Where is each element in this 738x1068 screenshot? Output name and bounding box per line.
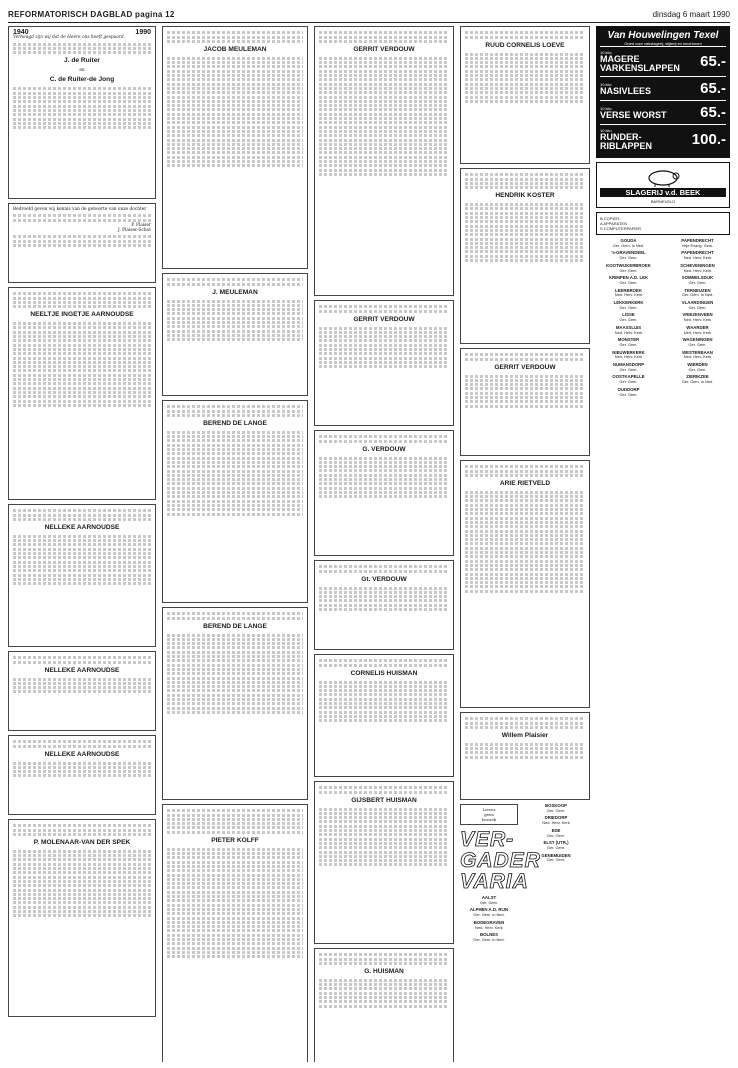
newspaper-title: REFORMATORISCH DAGBLAD pagina 12	[8, 10, 175, 19]
church-services	[596, 239, 730, 400]
church-entry: ZIERIKZEE Ger. Gem. in Ned.	[681, 374, 714, 385]
church-entry: LISSE Ger. Gem.	[619, 312, 638, 323]
column-2	[162, 26, 308, 1062]
ad-title: Van Houwelingen Texel	[607, 30, 719, 41]
deceased-name: CORNELIS HUISMAN	[350, 669, 418, 677]
deceased-name: GERRIT VERDOUW	[494, 363, 556, 371]
church-entry: LEKKERKERK Ger. Gem.	[613, 300, 644, 310]
parent-names: P. Plaiser J. Plaiser-Schot	[117, 222, 151, 234]
ad-offer: 10 kilo RUNDER- RIBLAPPEN 100.-	[600, 124, 726, 154]
deceased-name: ARIE RIETVELD	[499, 479, 551, 487]
announcement-death	[460, 26, 590, 164]
church-entry: SOMMELSDIJK Ger. Gem.	[681, 275, 714, 285]
deceased-name: G. HUISMAN	[364, 967, 404, 975]
deceased-name: NELLEKE AARNOUDSE	[44, 523, 120, 531]
column-5	[596, 26, 730, 1062]
church-entry: SCHEVENINGEN Ned. Herv. Kerk	[680, 262, 715, 273]
deceased-name: Willem Plaisier	[501, 731, 549, 739]
announcement-death	[460, 460, 590, 708]
butcher-advertisement	[596, 26, 730, 158]
announcement-death	[162, 400, 308, 603]
ad-subtitle: Goed voor vakslagerij, slijterij en lunchroom	[624, 41, 702, 46]
church-entry: OOSTKAPELLE Ger. Gem.	[612, 374, 645, 385]
section-title-vergader-varia: VER- GADER VARIA	[460, 828, 541, 893]
announcement-death	[460, 712, 590, 800]
deceased-name: HENDRIK KOSTER	[495, 192, 555, 200]
church-entry: GOUDA Ger. Gem. in Ned.	[612, 238, 645, 248]
announcement-death	[162, 607, 308, 800]
announcement-death	[8, 819, 156, 1017]
church-entry: KRIMPEN A.D. LEK Ger. Gem.	[608, 275, 649, 285]
church-entry: KOOTWIJKERBROEK Ger. Gem.	[606, 262, 651, 273]
church-entry: MONSTER Ger. Gem.	[617, 337, 640, 347]
deceased-name: P. MOLENAAR-VAN DER SPEK	[33, 838, 131, 846]
year-start: 1940	[13, 29, 29, 36]
deceased-name: GIJSBERT HUISMAN	[351, 796, 417, 804]
pig-icon	[600, 166, 726, 188]
church-entry: NUMANSDORP Ger. Gem.	[612, 362, 645, 372]
church-list-mid: BOSKOOP Ger. Gem. DRIEDORP Ned. Herv. Kerk EDE Ger. Gem. ELST (UTR.) Ger. Gem. GENEMUIDEN Ger. Gem.	[541, 803, 571, 863]
announcement-death	[8, 651, 156, 731]
church-entry: NIEUWERKERK Ned. Herv. Kerk	[612, 349, 645, 360]
announcement-death	[460, 348, 590, 456]
announcement-death	[314, 430, 454, 556]
no-visit-notice: Liever geen bezoek	[460, 804, 518, 825]
butcher-logo-ad	[596, 162, 730, 208]
announcement-death	[162, 804, 308, 1062]
ad-offer: 10 kilo MAGERE VARKENSLAPPEN 65.-	[600, 46, 726, 76]
butcher-town: BARNEVELD	[650, 199, 676, 204]
church-entry: LEERBROEK Ned. Herv. Kerk	[614, 287, 643, 298]
deceased-name: BEREND DE LANGE	[203, 622, 267, 630]
butcher-name: SLAGERIJ v.d. BEEK	[600, 188, 726, 197]
announcement-death	[314, 781, 454, 944]
church-entry: VLAARDINGEN Ger. Gem.	[681, 300, 714, 310]
deceased-name: NELLEKE AARNOUDSE	[44, 750, 120, 758]
page-date: dinsdag 6 maart 1990	[652, 10, 730, 19]
announcement-death	[314, 560, 454, 650]
copier-advertisement: B COPIER- A APPARATEN S COMPUTERPAPIER	[596, 212, 730, 235]
year-end: 1990	[135, 29, 151, 36]
conjunction: en	[79, 68, 85, 74]
church-entry: OUDDORP Ger. Gem.	[617, 386, 640, 397]
church-entry: WAGENINGEN Ger. Gem.	[682, 337, 713, 347]
church-entry: VRIEZENVEEN Ned. Herv. Kerk	[682, 312, 713, 323]
church-entry: WAARDER Ned. Herv. Kerk	[683, 324, 712, 335]
deceased-name: NEELTJE INGETJE AARNOUDSE	[30, 311, 134, 319]
deceased-name: BEREND DE LANGE	[203, 419, 267, 427]
deceased-name: PIETER KOLFF	[211, 836, 259, 844]
church-list-left	[596, 239, 661, 400]
church-entry: PAPENDRECHT Ned. Herv. Kerk	[681, 250, 714, 261]
deceased-name: GERRIT VERDOUW	[353, 45, 415, 53]
person-name: J. de Ruiter	[64, 57, 100, 65]
announcement-text: Bedroefd geven wij kennis van de geboorte van onze dochter	[13, 207, 147, 212]
announcement-death	[8, 735, 156, 815]
deceased-name: GERRIT VERDOUW	[353, 315, 415, 323]
church-entry: MAASSLUIS Ned. Herv. Kerk	[614, 324, 643, 335]
column-4	[460, 26, 590, 1062]
bottom-section	[460, 804, 590, 946]
deceased-name: J. MEULEMAN	[212, 288, 258, 296]
deceased-name: G. VERDOUW	[362, 445, 406, 453]
announcement-text: Verheugd zijn wij dat de Heere ons heeft gespaard.	[13, 35, 125, 41]
church-list-mid-lower: AALST Ger. Gem. ALPHEN A.D. RIJN Ger. Gem. in Ned. BODEGRAVEN Ned. Herv. Kerk BOLNES Ger. Gem. in Ned.	[469, 895, 509, 942]
deceased-name: JACOB MEULEMAN	[203, 45, 267, 53]
column-1	[8, 26, 156, 1062]
deceased-name: NELLEKE AARNOUDSE	[44, 666, 120, 674]
church-entry: PAPENDRECHT Vrije Evang. Gem.	[681, 238, 714, 248]
church-entry: WESTERBAAN Ned. Herv. Kerk	[682, 349, 713, 360]
announcement-anniversary	[8, 26, 156, 199]
person-name: C. de Ruiter-de Jong	[49, 76, 115, 84]
ad-offer: 10 kilo NASIVLEES 65.-	[600, 76, 726, 100]
church-entry: WIERDEN Ger. Gem.	[687, 362, 708, 372]
announcement-death	[8, 287, 156, 500]
column-3	[314, 26, 454, 1062]
announcement-birth	[8, 203, 156, 283]
deceased-name: Gt. VERDOUW	[361, 575, 407, 583]
announcement-death	[162, 26, 308, 269]
deceased-name: RUUD CORNELIS LOEVE	[485, 41, 565, 49]
announcement-death	[162, 273, 308, 396]
announcement-death	[460, 168, 590, 344]
left-stack	[460, 804, 541, 946]
announcement-death	[314, 948, 454, 1062]
church-entry: 's-GRAVENDEEL Ger. Gem.	[611, 250, 646, 261]
church-entry: TERNEUZEN Ger. Gem. in Ned.	[681, 287, 714, 298]
church-list-right	[665, 239, 730, 400]
page-header	[8, 8, 730, 23]
ad-offer: 10 kilo VERSE WORST 65.-	[600, 100, 726, 124]
announcement-death	[8, 504, 156, 647]
announcement-death	[314, 300, 454, 426]
announcement-death	[314, 26, 454, 296]
announcement-death	[314, 654, 454, 777]
